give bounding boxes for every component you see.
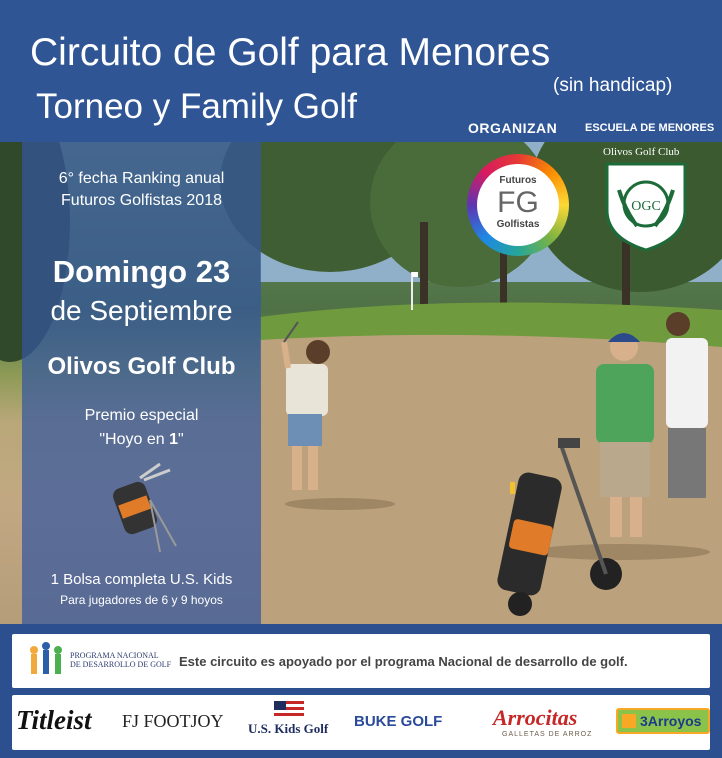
fg-logo-inner (477, 164, 559, 246)
golf-bag-icon (100, 460, 184, 556)
event-venue: Olivos Golf Club (47, 353, 236, 380)
us-flag-icon (274, 701, 304, 719)
futuros-golfistas-logo (467, 154, 569, 256)
info-panel (22, 142, 261, 624)
organizers-label: ORGANIZAN (468, 120, 558, 136)
fg-logo-bottom: Golfistas (496, 219, 540, 230)
sponsor-arrocitas-subtitle: GALLETAS DE ARROZ (502, 731, 593, 738)
sponsor-arrocitas: Arrocitas (493, 705, 578, 730)
event-date-month: de Septiembre (50, 295, 233, 326)
sponsor-3arroyos (616, 708, 710, 734)
support-statement: Este circuito es apoyado por el programa Nacional de desarrollo de golf. (179, 654, 628, 669)
shadow (285, 498, 395, 510)
sponsor-footjoy: FJ FOOTJOY (122, 711, 224, 731)
tree-trunk (420, 222, 428, 312)
ranking-line-1: 6° fecha Ranking anual (58, 170, 225, 187)
fg-logo-top: Futuros (499, 175, 537, 186)
olivos-crest-icon (603, 160, 689, 252)
bag-prize-label: 1 Bolsa completa U.S. Kids (50, 571, 233, 588)
sponsor-uskids: U.S. Kids Golf (248, 721, 329, 736)
fg-logo-letters: FG (497, 186, 539, 219)
ranking-line-2: Futuros Golfistas 2018 (61, 192, 222, 209)
prize-line-2-post: " (177, 431, 184, 448)
ranking-text (22, 168, 261, 212)
school-label: ESCUELA DE MENORES (585, 122, 715, 134)
prize-line-2-number: 1 (169, 431, 178, 448)
special-prize (22, 404, 261, 452)
crest-letters: OGC (631, 199, 661, 214)
sponsors-bar (12, 695, 710, 750)
bag-prize-subtitle: Para jugadores de 6 y 9 hoyos (60, 593, 223, 607)
club-name: Olivos Golf Club (603, 146, 680, 158)
program-line-2: DE DESARROLLO DE GOLF (70, 660, 172, 669)
sponsor-buke: BUKE GOLF (354, 713, 443, 730)
title-line-1: Circuito de Golf para Menores (30, 31, 551, 74)
flag (412, 272, 418, 277)
3arroyos-box-icon (622, 714, 636, 728)
shadow (530, 544, 710, 560)
subtitle: (sin handicap) (553, 75, 673, 96)
tree-trunk (622, 242, 630, 312)
program-logo-text (70, 651, 171, 669)
golfer-silhouettes-icon (26, 640, 66, 680)
support-banner (12, 634, 710, 688)
prize-line-1: Premio especial (84, 407, 199, 424)
event-date-day: Domingo 23 (52, 254, 231, 289)
tee-marker (510, 482, 515, 494)
3arroyos-label: 3Arroyos (640, 713, 702, 729)
title-line-2: Torneo y Family Golf (36, 87, 357, 126)
program-line-1: PROGRAMA NACIONAL (70, 651, 159, 660)
prize-line-2-pre: "Hoyo en (99, 431, 170, 448)
sponsor-titleist: Titleist (16, 705, 92, 735)
adult-golfer (666, 312, 708, 498)
header (0, 0, 722, 142)
